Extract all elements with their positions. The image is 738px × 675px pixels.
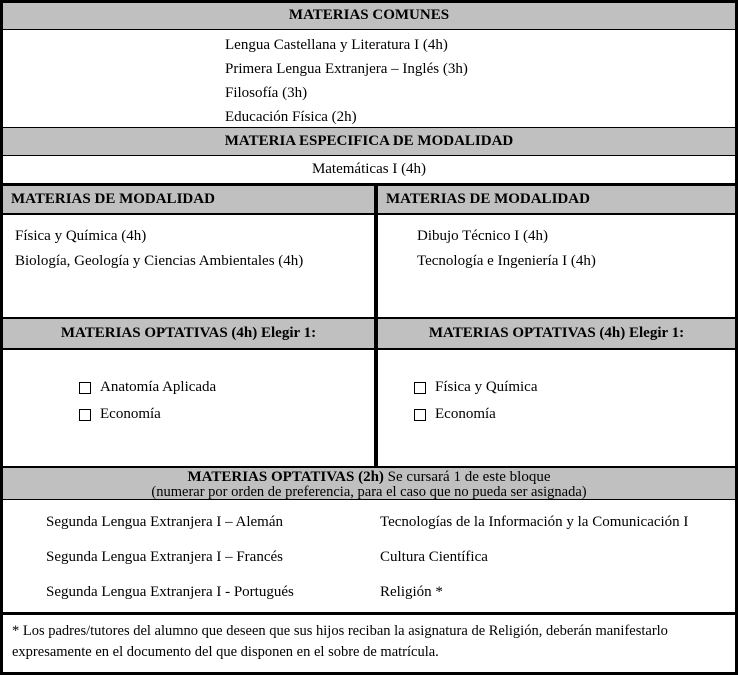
option-row bbox=[3, 540, 735, 575]
materia-especifica-item: Matemáticas I (4h) bbox=[3, 156, 735, 186]
optativas-4h-left-options bbox=[3, 350, 374, 466]
option-label: Segunda Lengua Extranjera I – Francés bbox=[46, 549, 283, 565]
subject-item: Tecnología e Ingeniería I (4h) bbox=[417, 253, 596, 269]
option-row bbox=[3, 575, 735, 610]
checkbox-icon[interactable] bbox=[414, 409, 426, 421]
optativas-2h-subtitle: (numerar por orden de preferencia, para el caso que no pueda ser asignada) bbox=[151, 484, 587, 500]
modalidad-column-left bbox=[3, 186, 374, 466]
option-label: Segunda Lengua Extranjera I - Portugués bbox=[46, 584, 294, 600]
optativas-4h-right-header: MATERIAS OPTATIVAS (4h) Elegir 1: bbox=[378, 317, 735, 350]
materias-comunes-list bbox=[3, 30, 735, 128]
optativas-4h-left-header: MATERIAS OPTATIVAS (4h) Elegir 1: bbox=[3, 317, 374, 350]
option-label: Cultura Científica bbox=[380, 549, 488, 565]
option-label: Economía bbox=[435, 406, 496, 422]
option-row bbox=[3, 401, 374, 428]
subject-item: Biología, Geología y Ciencias Ambientales (4h) bbox=[15, 253, 304, 269]
subject-item: Primera Lengua Extranjera – Inglés (3h) bbox=[225, 61, 468, 77]
option-label: Religión * bbox=[380, 584, 443, 600]
modalidad-columns bbox=[3, 186, 735, 466]
option-label: Segunda Lengua Extranjera I – Alemán bbox=[46, 514, 283, 530]
option-row bbox=[3, 374, 374, 401]
optativas-2h-title-rest: Se cursará 1 de este bloque bbox=[383, 469, 551, 485]
subject-item: Filosofía (3h) bbox=[225, 85, 308, 101]
optativas-4h-right-options bbox=[378, 350, 735, 466]
option-label: Tecnologías de la Información y la Comunicación I bbox=[380, 514, 689, 530]
checkbox-icon[interactable] bbox=[79, 382, 91, 394]
subject-item: Lengua Castellana y Literatura I (4h) bbox=[225, 37, 448, 53]
modalidad-left-header: MATERIAS DE MODALIDAD bbox=[3, 186, 374, 215]
modalidad-right-header: MATERIAS DE MODALIDAD bbox=[378, 186, 735, 215]
optativas-2h-options bbox=[3, 500, 735, 612]
modalidad-column-right bbox=[374, 186, 735, 466]
checkbox-icon[interactable] bbox=[414, 382, 426, 394]
subject-item: Física y Química (4h) bbox=[15, 228, 147, 244]
materia-especifica-header: MATERIA ESPECIFICA DE MODALIDAD bbox=[3, 128, 735, 156]
option-row bbox=[378, 374, 735, 401]
subject-item: Educación Física (2h) bbox=[225, 109, 357, 125]
optativas-2h-title bbox=[3, 468, 735, 485]
materias-comunes-header: MATERIAS COMUNES bbox=[3, 3, 735, 30]
option-row bbox=[378, 401, 735, 428]
option-label: Física y Química bbox=[435, 379, 538, 395]
religion-footnote: * Los padres/tutores del alumno que deseen que sus hijos reciban la asignatura de Religión, deberán manifestarlo expresamente en el documento del que disponen en el sobre de matrícula. bbox=[3, 612, 735, 672]
option-label: Economía bbox=[100, 406, 161, 422]
checkbox-icon[interactable] bbox=[79, 409, 91, 421]
modalidad-right-list bbox=[378, 215, 735, 317]
subject-item: Dibujo Técnico I (4h) bbox=[417, 228, 548, 244]
modalidad-left-list bbox=[3, 215, 374, 317]
option-label: Anatomía Aplicada bbox=[100, 379, 217, 395]
optativas-2h-header bbox=[3, 466, 735, 500]
optativas-2h-title-bold: MATERIAS OPTATIVAS (2h) bbox=[187, 469, 384, 485]
option-row bbox=[3, 505, 735, 540]
